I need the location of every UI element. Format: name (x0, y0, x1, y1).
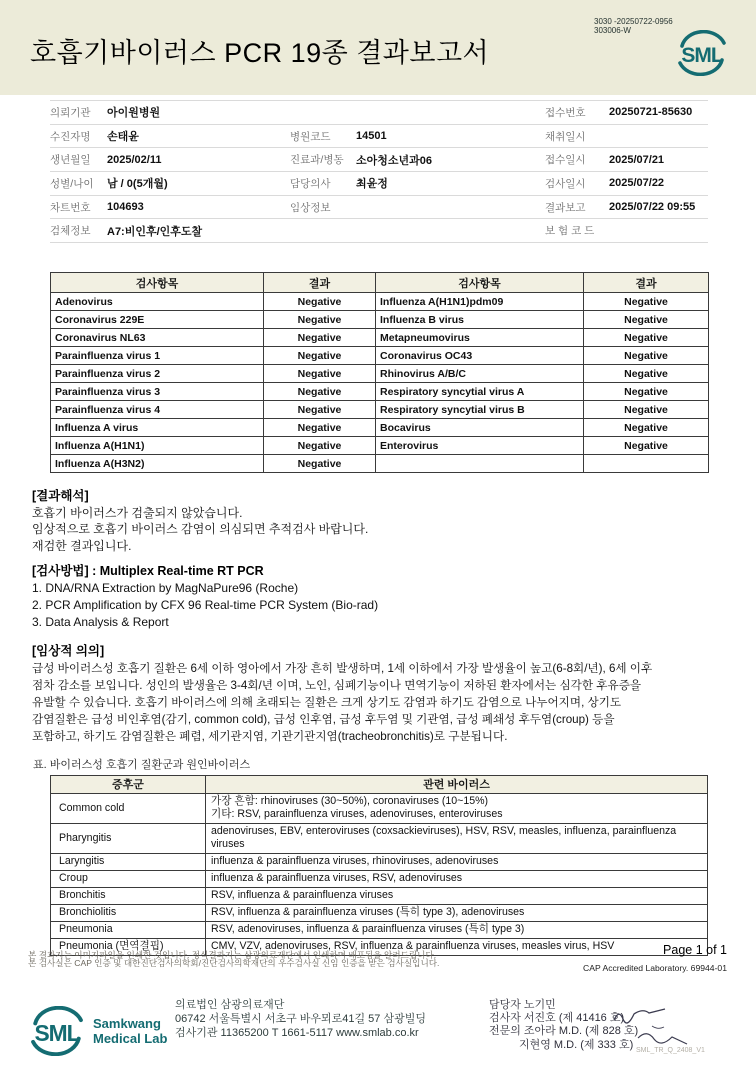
test-name: Parainfluenza virus 3 (51, 383, 264, 401)
test-result: Negative (264, 437, 376, 455)
section-clinical-significance (32, 643, 728, 745)
field-value: 2025/07/21 (609, 153, 665, 166)
section-method (32, 563, 728, 632)
patient-info-row (50, 219, 708, 243)
field-value: 2025/07/22 09:55 (609, 201, 696, 214)
syndrome-name: Pharyngitis (51, 823, 206, 853)
test-result: Negative (584, 365, 709, 383)
field-label: 의뢰기관 (50, 106, 91, 119)
test-name: Coronavirus 229E (51, 311, 264, 329)
syndrome-viruses (206, 793, 708, 823)
patient-info-row (50, 101, 708, 125)
syndrome-table (50, 775, 708, 956)
column-header: 결과 (584, 273, 709, 293)
table-row (51, 419, 709, 437)
table-row (51, 870, 708, 887)
field-value: 소아청소년과06 (356, 154, 432, 167)
test-result: Negative (264, 329, 376, 347)
lab-address-block (175, 999, 426, 1040)
section-title: [검사방법] : Multiplex Real-time RT PCR (32, 563, 264, 578)
column-header: 증후군 (51, 775, 206, 793)
test-result: Negative (264, 455, 376, 473)
field-label: 수진자명 (50, 130, 91, 143)
field-label: 검사일시 (545, 177, 586, 190)
test-name: Coronavirus OC43 (376, 347, 584, 365)
syndrome-name: Laryngitis (51, 853, 206, 870)
serial-line-2: 303006-W (594, 26, 631, 35)
test-result: Negative (264, 311, 376, 329)
patient-info-row (50, 172, 708, 196)
test-name: Enterovirus (376, 437, 584, 455)
report-serial-numbers (594, 17, 673, 35)
field-value: 20250721-85630 (609, 106, 693, 119)
table-row (51, 329, 709, 347)
syndrome-viruses: RSV, influenza & parainfluenza viruses (특히 type 3), adenoviruses (206, 904, 708, 921)
field-label: 보 험 코 드 (545, 225, 595, 238)
method-step: 2. PCR Amplification by CFX 96 Real-time PCR System (Bio-rad) (32, 598, 379, 613)
test-name: Respiratory syncytial virus B (376, 401, 584, 419)
footer-disclaimer (28, 951, 498, 967)
brand-line: Medical Lab (93, 1031, 168, 1046)
document-code: SML_TR_Q_2408_V1 (636, 1047, 705, 1054)
test-name: Rhinovirus A/B/C (376, 365, 584, 383)
virus-line: 기타: RSV, parainfluenza viruses, adenoviruses, enteroviruses (211, 808, 503, 821)
test-name: Parainfluenza virus 4 (51, 401, 264, 419)
disclaimer-line: 본 결과지는 이미지파일을 인쇄한 것입니다. 정식결과지는 삼광의료재단에서 인쇄하며 배포됨을 알려드립니다. (28, 950, 437, 960)
section-title: [임상적 의의] (32, 643, 105, 658)
test-name (376, 455, 584, 473)
test-name: Parainfluenza virus 2 (51, 365, 264, 383)
table-row (51, 383, 709, 401)
disclaimer-line: 본 검사실은 CAP 인증 및 대한진단검사의학회/진단검사의학재단의 우수검사실 신임 인증을 받은 검사실입니다. (28, 958, 440, 968)
brand-name (93, 1016, 167, 1046)
syndrome-name: Pneumonia (51, 921, 206, 938)
staff-line: 검사자 서진호 (제 41416 호) (489, 1012, 625, 1025)
field-label: 임상정보 (290, 201, 331, 214)
brand-line: Samkwang (93, 1016, 161, 1031)
field-label: 채취일시 (545, 130, 586, 143)
page-number: Page 1 of 1 (663, 943, 727, 957)
syndrome-name: Pneumonia (면역결핍) (51, 938, 206, 955)
header (0, 0, 756, 95)
field-label: 접수일시 (545, 154, 586, 167)
field-value: 104693 (107, 201, 144, 214)
test-result: Negative (584, 383, 709, 401)
table-row (51, 904, 708, 921)
field-value: A7:비인후/인후도찰 (107, 225, 203, 238)
lab-address: 06742 서울특별시 서초구 바우뫼로41길 57 삼광빌딩 (175, 1012, 426, 1025)
results-header-row (51, 273, 709, 293)
clinical-line: 급성 바이러스성 호흡기 질환은 6세 이하 영아에서 가장 흔히 발생하며, 1세 이하에서 가장 발생율이 높고(6-8회/년), 6세 이후 (32, 661, 653, 675)
syndrome-name: Bronchiolitis (51, 904, 206, 921)
sml-logo-icon (676, 30, 728, 76)
interpretation-line: 호흡기 바이러스가 검출되지 않았습니다. (32, 506, 243, 521)
syndrome-header-row (51, 775, 708, 793)
clinical-line: 점차 감소를 보입니다. 성인의 발생율은 3-4회/년 이며, 노인, 심폐기능이나 면역기능이 저하된 환자에서는 심각한 후유증을 (32, 678, 642, 692)
syndrome-table-caption: 표. 바이러스성 호흡기 질환군과 원인바이러스 (33, 758, 251, 771)
syndrome-name: Bronchitis (51, 887, 206, 904)
syndrome-viruses: RSV, influenza & parainfluenza viruses (206, 887, 708, 904)
field-value: 최윤정 (356, 178, 388, 191)
table-row (51, 887, 708, 904)
svg-text:SML: SML (34, 1019, 80, 1046)
staff-line: 담당자 노기민 (489, 999, 556, 1011)
patient-info-table (50, 100, 708, 243)
test-name: Metapneumovirus (376, 329, 584, 347)
test-result: Negative (584, 329, 709, 347)
test-name: Bocavirus (376, 419, 584, 437)
test-result: Negative (264, 383, 376, 401)
field-value: 아이원병원 (107, 107, 161, 120)
test-result (584, 455, 709, 473)
test-result: Negative (264, 419, 376, 437)
test-result: Negative (584, 347, 709, 365)
clinical-line: 감염질환은 급성 비인후염(감기, common cold), 급성 인후염, 급성 후두염 및 기관염, 급성 폐쇄성 후두염(croup) 등을 (32, 712, 615, 726)
method-step: 3. Data Analysis & Report (32, 615, 169, 630)
field-value: 2025/07/22 (609, 177, 665, 190)
results-table (50, 272, 709, 473)
test-result: Negative (584, 437, 709, 455)
field-label: 차트번호 (50, 201, 91, 214)
table-row (51, 455, 709, 473)
test-result: Negative (584, 293, 709, 311)
test-name: Adenovirus (51, 293, 264, 311)
column-header: 관련 바이러스 (206, 775, 708, 793)
syndrome-viruses: RSV, adenoviruses, influenza & parainfluenza viruses (특히 type 3) (206, 921, 708, 938)
syndrome-viruses: CMV, VZV, adenoviruses, RSV, influenza & parainfluenza viruses, measles virus, HSV (206, 938, 708, 955)
test-name: Influenza A(H1N1)pdm09 (376, 293, 584, 311)
field-label: 생년월일 (50, 154, 91, 167)
column-header: 결과 (264, 273, 376, 293)
test-result: Negative (264, 293, 376, 311)
table-row (51, 921, 708, 938)
section-title: [결과해석] (32, 489, 89, 504)
table-row (51, 793, 708, 823)
interpretation-line: 재검한 결과입니다. (32, 538, 132, 553)
sml-logo-icon (28, 1006, 86, 1056)
column-header: 검사항목 (51, 273, 264, 293)
cap-accreditation: CAP Accredited Laboratory. 69944-01 (583, 963, 727, 973)
interpretation-line: 임상적으로 호흡기 바이러스 감염이 의심되면 추적검사 바랍니다. (32, 522, 369, 537)
table-row (51, 311, 709, 329)
test-name: Respiratory syncytial virus A (376, 383, 584, 401)
field-label: 성별/나이 (50, 177, 94, 190)
syndrome-viruses: adenoviruses, EBV, enteroviruses (coxsackieviruses), HSV, RSV, measles, influenza, parainfluenza viruses (206, 823, 708, 853)
lab-contact: 검사기관 11365200 T 1661-5117 www.smlab.co.kr (175, 1026, 419, 1039)
virus-line: 가장 흔함: rhinoviruses (30~50%), coronaviruses (10~15%) (211, 795, 489, 808)
field-label: 담당의사 (290, 177, 331, 190)
table-row (51, 853, 708, 870)
test-name: Parainfluenza virus 1 (51, 347, 264, 365)
table-row (51, 347, 709, 365)
field-label: 결과보고 (545, 201, 586, 214)
syndrome-viruses: influenza & parainfluenza viruses, rhinoviruses, adenoviruses (206, 853, 708, 870)
test-result: Negative (264, 365, 376, 383)
section-interpretation (32, 488, 728, 554)
method-step: 1. DNA/RNA Extraction by MagNaPure96 (Roche) (32, 580, 299, 595)
test-name: Coronavirus NL63 (51, 329, 264, 347)
clinical-line: 포함하고, 하기도 감염질환은 폐렴, 세기관지염, 기관기관지염(tracheobronchitis)로 구분됩니다. (32, 729, 508, 743)
test-name: Influenza A(H1N1) (51, 437, 264, 455)
clinical-line: 유발할 수 있습니다. 호흡기 바이러스에 의해 초래되는 질환은 크게 상기도 감염과 하기도 감염으로 나누어지며, 상기도 (32, 695, 622, 709)
page-title: 호흡기바이러스 PCR 19종 결과보고서 (30, 38, 490, 68)
test-result: Negative (264, 347, 376, 365)
staff-line: 전문의 조아라 M.D. (제 828 호) (489, 1025, 639, 1038)
field-label: 접수번호 (545, 106, 586, 119)
test-result: Negative (584, 419, 709, 437)
syndrome-name: Croup (51, 870, 206, 887)
field-label: 검체정보 (50, 225, 91, 238)
field-value: 2025/02/11 (107, 153, 162, 166)
syndrome-name: Common cold (51, 793, 206, 823)
syndrome-viruses: influenza & parainfluenza viruses, RSV, adenoviruses (206, 870, 708, 887)
test-name: Influenza A virus (51, 419, 264, 437)
patient-info-row (50, 148, 708, 172)
field-label: 병원코드 (290, 130, 331, 143)
staff-line: 지현영 M.D. (제 333 호) (519, 1038, 634, 1051)
svg-text:SML: SML (681, 44, 723, 67)
footer-brand (28, 1006, 167, 1056)
test-result: Negative (264, 401, 376, 419)
field-label: 진료과/병동 (290, 154, 344, 167)
table-row (51, 401, 709, 419)
serial-line-1: 3030 -20250722-0956 (594, 17, 673, 26)
table-row (51, 437, 709, 455)
table-row (51, 365, 709, 383)
test-result: Negative (584, 311, 709, 329)
lab-org: 의료법인 삼광의료재단 (175, 999, 285, 1011)
table-row (51, 293, 709, 311)
field-value: 손태윤 (107, 131, 139, 144)
field-value: 14501 (356, 130, 387, 143)
table-row (51, 823, 708, 853)
patient-info-row (50, 196, 708, 220)
test-name: Influenza A(H3N2) (51, 455, 264, 473)
test-name: Influenza B virus (376, 311, 584, 329)
field-value: 남 / 0(5개월) (107, 178, 168, 191)
test-result: Negative (584, 401, 709, 419)
column-header: 검사항목 (376, 273, 584, 293)
patient-info-row (50, 125, 708, 149)
